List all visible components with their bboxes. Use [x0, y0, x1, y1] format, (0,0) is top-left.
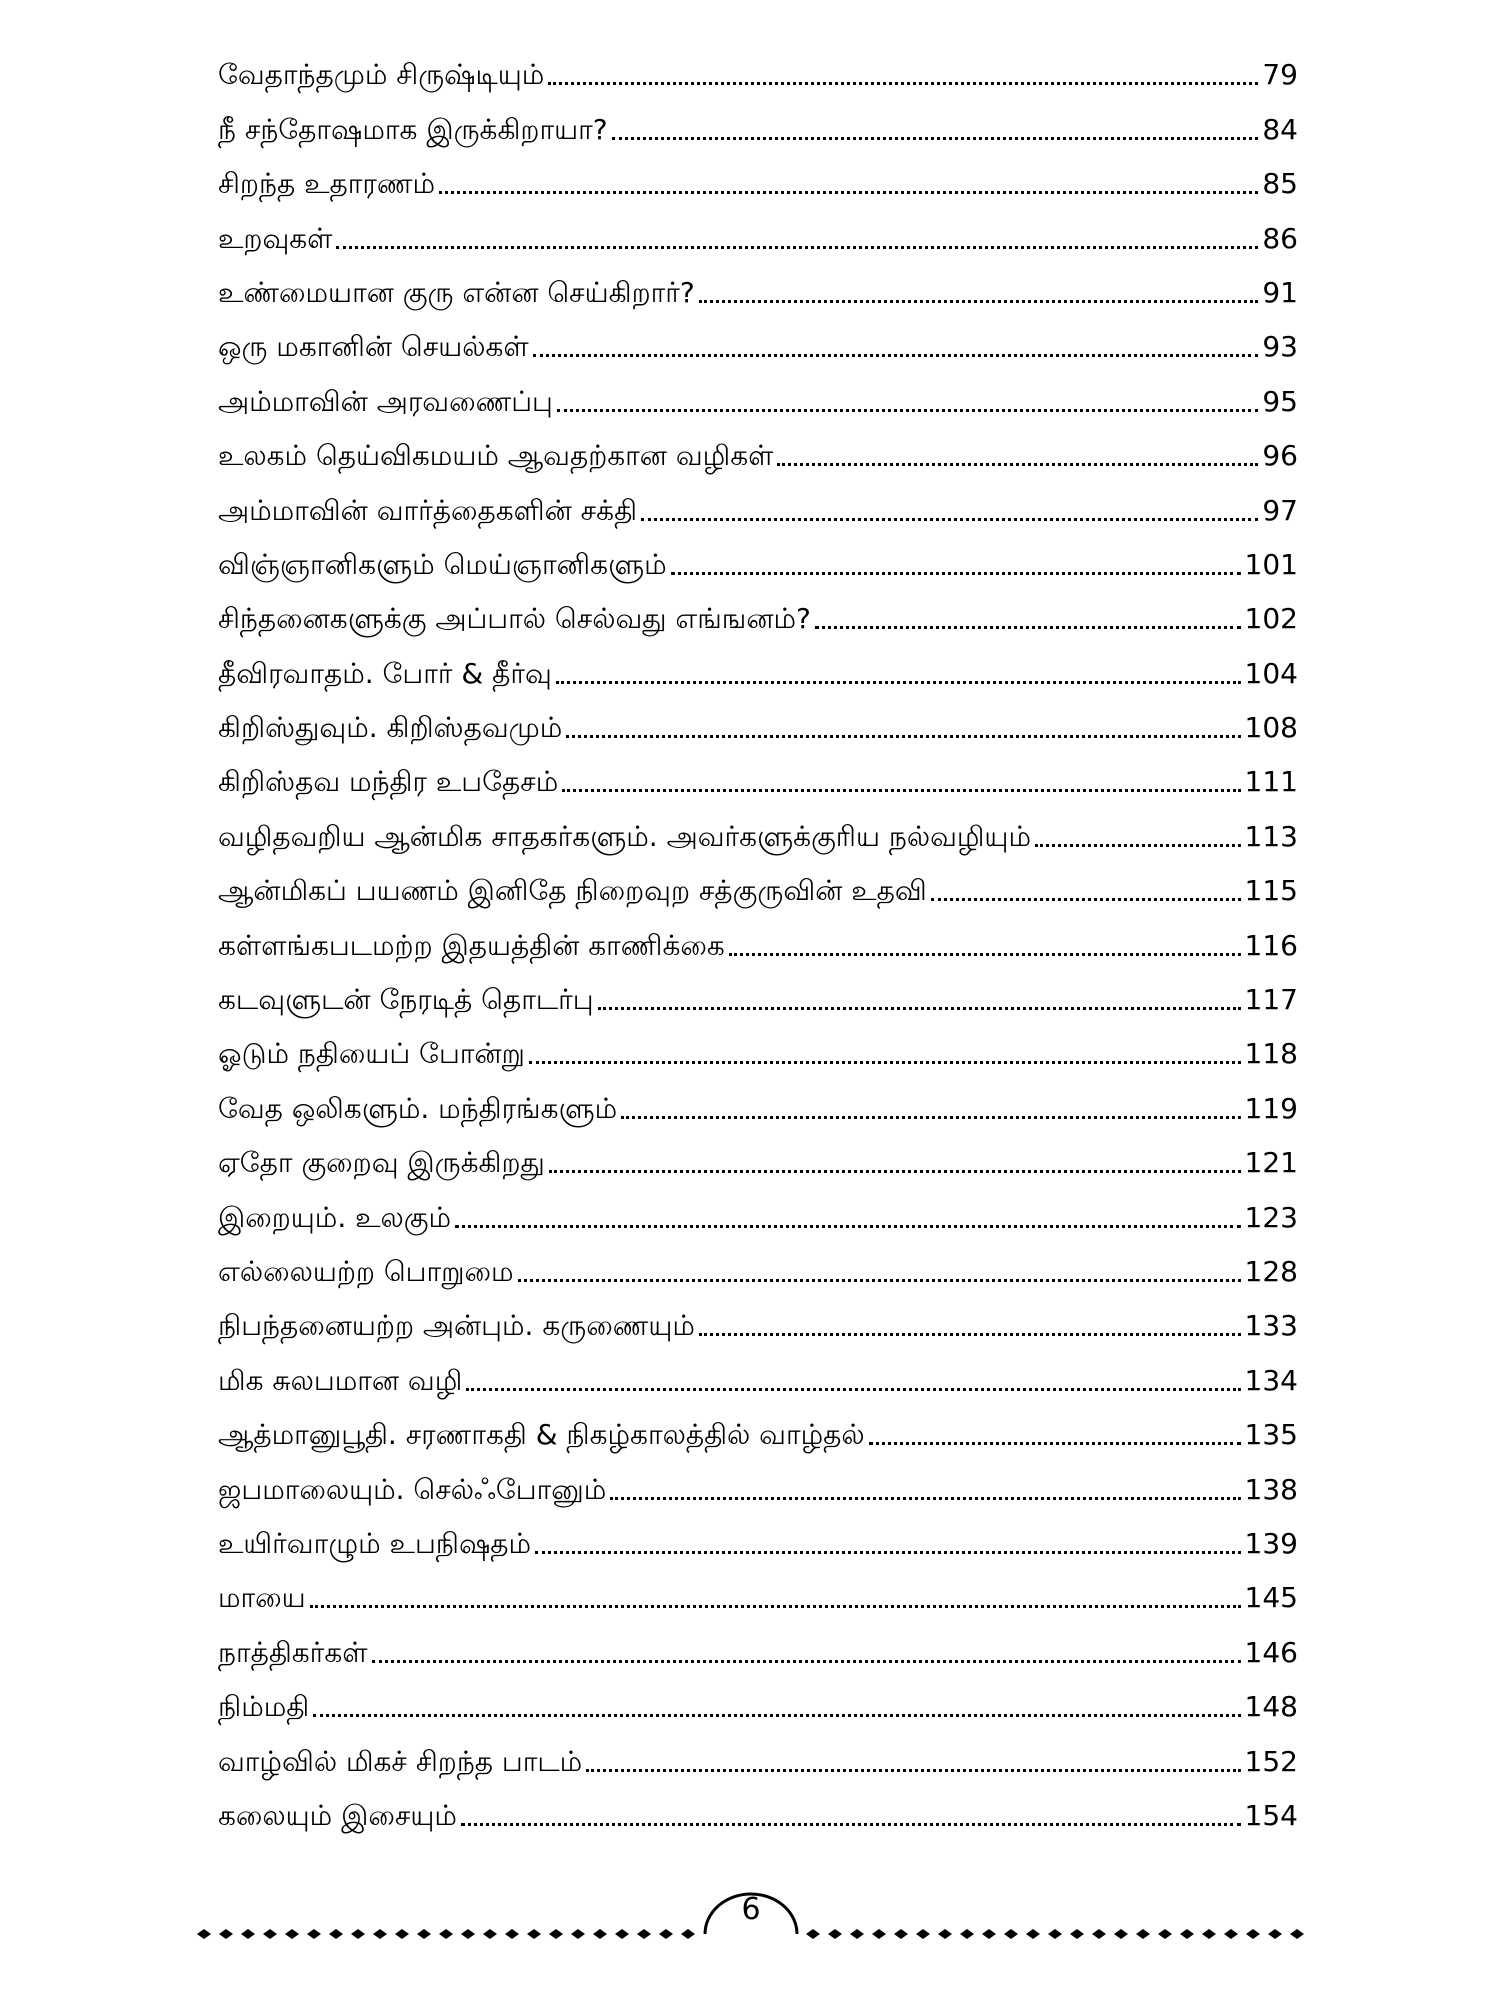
toc-entry-title: உண்மையான குரு என்ன செய்கிறார்?	[218, 275, 695, 309]
toc-entry	[218, 266, 1298, 320]
dot-leader	[562, 789, 1240, 792]
toc-entry	[218, 157, 1298, 211]
toc-entry-title: வேத ஒலிகளும். மந்திரங்களும்	[218, 1091, 618, 1125]
ornament-diamond	[982, 1929, 996, 1939]
toc-entry-title: கடவுளுடன் நேரடித் தொடர்பு	[218, 983, 594, 1017]
ornament-diamond	[916, 1929, 930, 1939]
toc-entry-title: சிறந்த உதாரணம்	[218, 167, 435, 201]
ornament-diamond	[351, 1929, 365, 1939]
toc-entry-page: 104	[1244, 656, 1298, 690]
toc-entry-title: இறையும். உலகும்	[218, 1200, 452, 1234]
ornament-diamond	[417, 1929, 431, 1939]
toc-entry-page: 91	[1262, 275, 1298, 309]
ornament-diamond	[307, 1929, 321, 1939]
dot-leader	[566, 735, 1240, 738]
dot-leader	[612, 137, 1259, 140]
toc-entry-page: 97	[1262, 493, 1298, 527]
ornament-diamond	[505, 1929, 519, 1939]
toc-entry	[218, 864, 1298, 918]
toc-entry-title: வாழ்வில் மிகச் சிறந்த பாடம்	[218, 1744, 583, 1778]
ornament-diamond	[395, 1929, 409, 1939]
ornament-diamond	[1136, 1929, 1150, 1939]
dot-leader	[815, 626, 1241, 629]
ornament-diamond	[828, 1929, 842, 1939]
toc-entry-page: 85	[1262, 167, 1298, 201]
ornament-diamond	[527, 1929, 541, 1939]
toc-entry	[218, 538, 1298, 592]
ornament-diamond	[1202, 1929, 1216, 1939]
toc-entry	[218, 211, 1298, 265]
dot-leader	[529, 1061, 1241, 1064]
toc-entry	[218, 755, 1298, 809]
dot-leader	[533, 354, 1259, 357]
toc-entry-page: 79	[1262, 58, 1298, 92]
toc-entry	[218, 1190, 1298, 1244]
toc-entry-page: 138	[1244, 1472, 1298, 1506]
toc-entry-title: நிபந்தனையற்ற அன்பும். கருணையும்	[218, 1309, 695, 1343]
table-of-contents	[218, 48, 1298, 1843]
toc-entry-title: நாத்திகர்கள்	[218, 1635, 368, 1669]
toc-entry-page: 118	[1244, 1037, 1298, 1071]
ornament-diamond	[1246, 1929, 1260, 1939]
toc-entry-title: தீவிரவாதம். போர் & தீர்வு	[218, 656, 552, 690]
toc-entry-page: 86	[1262, 221, 1298, 255]
ornament-diamond	[637, 1929, 651, 1939]
ornament-diamond	[373, 1929, 387, 1939]
toc-entry-page: 117	[1244, 983, 1298, 1017]
ornament-diamond	[1224, 1929, 1238, 1939]
toc-entry	[218, 1789, 1298, 1843]
toc-entry	[218, 973, 1298, 1027]
dot-leader	[610, 1497, 1240, 1500]
dot-leader	[671, 572, 1241, 575]
toc-entry	[218, 918, 1298, 972]
toc-entry	[218, 1462, 1298, 1516]
toc-entry	[218, 429, 1298, 483]
toc-entry-title: எல்லையற்ற பொறுமை	[218, 1254, 514, 1288]
ornament-diamond	[806, 1929, 820, 1939]
ornament-diamond	[872, 1929, 886, 1939]
dot-leader	[549, 1170, 1241, 1173]
toc-entry-page: 108	[1244, 711, 1298, 745]
toc-entry	[218, 1245, 1298, 1299]
dot-leader	[931, 898, 1241, 901]
toc-entry	[218, 1734, 1298, 1788]
toc-entry-title: கலையும் இசையும்	[218, 1798, 457, 1832]
toc-entry-page: 113	[1244, 819, 1298, 853]
dot-leader	[699, 300, 1259, 303]
toc-entry	[218, 483, 1298, 537]
toc-entry-page: 135	[1244, 1418, 1298, 1452]
dot-leader	[372, 1660, 1241, 1663]
dot-leader	[548, 82, 1258, 85]
ornament-diamond	[263, 1929, 277, 1939]
ornament-diamond	[219, 1929, 233, 1939]
dot-leader	[621, 1116, 1240, 1119]
toc-entry	[218, 1136, 1298, 1190]
ornament-diamond	[483, 1929, 497, 1939]
toc-entry-title: சிந்தனைகளுக்கு அப்பால் செல்வது எங்ஙனம்?	[218, 602, 811, 636]
ornament-diamond	[593, 1929, 607, 1939]
toc-entry-page: 101	[1244, 547, 1298, 581]
dot-leader	[518, 1279, 1241, 1282]
toc-entry-page: 148	[1244, 1690, 1298, 1724]
toc-entry-page: 146	[1244, 1635, 1298, 1669]
ornament-diamond	[960, 1929, 974, 1939]
toc-entry-page: 152	[1244, 1744, 1298, 1778]
ornament-diamond	[1026, 1929, 1040, 1939]
ornament-diamond	[938, 1929, 952, 1939]
toc-entry	[218, 48, 1298, 102]
ornament-diamond	[549, 1929, 563, 1939]
toc-entry	[218, 701, 1298, 755]
ornament-diamond	[571, 1929, 585, 1939]
toc-entry-title: மாயை	[218, 1581, 306, 1615]
ornament-diamond	[285, 1929, 299, 1939]
toc-entry	[218, 1027, 1298, 1081]
ornament-diamond	[329, 1929, 343, 1939]
toc-entry-title: வேதாந்தமும் சிருஷ்டியும்	[218, 58, 545, 92]
dot-leader	[729, 953, 1241, 956]
toc-entry-title: ஏதோ குறைவு இருக்கிறது	[218, 1146, 545, 1180]
ornament-diamond	[197, 1929, 211, 1939]
ornament-diamond	[1048, 1929, 1062, 1939]
toc-entry-page: 145	[1244, 1581, 1298, 1615]
toc-entry-page: 139	[1244, 1526, 1298, 1560]
dot-leader	[439, 191, 1258, 194]
toc-entry-title: கிறிஸ்தவ மந்திர உபதேசம்	[218, 765, 559, 799]
toc-entry-title: ஆன்மிகப் பயணம் இனிதே நிறைவுற சத்குருவின் உதவி	[218, 874, 927, 908]
toc-entry-page: 121	[1244, 1146, 1298, 1180]
toc-entry	[218, 1299, 1298, 1353]
toc-entry-page: 133	[1244, 1309, 1298, 1343]
toc-entry-title: கிறிஸ்துவும். கிறிஸ்தவமும்	[218, 711, 563, 745]
dot-leader	[586, 1769, 1240, 1772]
toc-entry-title: நீ சந்தோஷமாக இருக்கிறாயா?	[218, 112, 608, 146]
toc-entry-page: 119	[1244, 1091, 1298, 1125]
dot-leader	[461, 1823, 1241, 1826]
toc-entry-title: ஓடும் நதியைப் போன்று	[218, 1037, 525, 1071]
toc-entry-title: விஞ்ஞானிகளும் மெய்ஞானிகளும்	[218, 547, 667, 581]
toc-entry	[218, 1680, 1298, 1734]
dot-leader	[869, 1442, 1241, 1445]
toc-entry-page: 123	[1244, 1200, 1298, 1234]
toc-entry	[218, 646, 1298, 700]
toc-entry	[218, 1081, 1298, 1135]
ornament-diamond	[681, 1929, 695, 1939]
toc-entry-title: மிக சுலபமான வழி	[218, 1363, 463, 1397]
dot-leader	[466, 1388, 1240, 1391]
toc-entry	[218, 1408, 1298, 1462]
toc-entry	[218, 592, 1298, 646]
dot-leader	[641, 518, 1258, 521]
ornament-diamond	[1180, 1929, 1194, 1939]
toc-entry-title: உயிர்வாழும் உபநிஷதம்	[218, 1526, 532, 1560]
dot-leader	[699, 1333, 1241, 1336]
toc-entry-page: 102	[1244, 602, 1298, 636]
dot-leader	[598, 1007, 1241, 1010]
ornament-diamond	[439, 1929, 453, 1939]
toc-entry-title: அம்மாவின் அரவணைப்பு	[218, 384, 553, 418]
toc-entry-page: 84	[1262, 112, 1298, 146]
toc-entry-page: 116	[1244, 928, 1298, 962]
toc-entry-page: 111	[1244, 765, 1298, 799]
dot-leader	[336, 246, 1258, 249]
ornament-diamond	[1092, 1929, 1106, 1939]
ornament-diamond	[1158, 1929, 1172, 1939]
toc-entry-title: ஆத்மானுபூதி. சரணாகதி & நிகழ்காலத்தில் வாழ்தல்	[218, 1418, 865, 1452]
toc-entry-title: ஜபமாலையும். செல்ஃபோனும்	[218, 1472, 607, 1506]
dot-leader	[777, 463, 1258, 466]
dot-leader	[535, 1551, 1240, 1554]
toc-entry-page: 96	[1262, 439, 1298, 473]
ornament-diamond	[659, 1929, 673, 1939]
dot-leader	[1035, 844, 1241, 847]
toc-entry-page: 93	[1262, 330, 1298, 364]
ornament-diamond	[894, 1929, 908, 1939]
ornament-diamond	[241, 1929, 255, 1939]
toc-entry-title: உலகம் தெய்விகமயம் ஆவதற்கான வழிகள்	[218, 439, 774, 473]
toc-entry-title: கள்ளங்கபடமற்ற இதயத்தின் காணிக்கை	[218, 928, 725, 962]
toc-entry	[218, 320, 1298, 374]
toc-entry	[218, 809, 1298, 863]
toc-entry-title: ஒரு மகானின் செயல்கள்	[218, 330, 529, 364]
toc-entry-title: நிம்மதி	[218, 1690, 310, 1724]
ornament-diamond	[615, 1929, 629, 1939]
ornament-diamond	[1004, 1929, 1018, 1939]
ornament-diamond	[1114, 1929, 1128, 1939]
toc-entry	[218, 374, 1298, 428]
ornament-diamond	[1290, 1929, 1304, 1939]
ornament-diamond	[1070, 1929, 1084, 1939]
page-footer	[196, 1888, 1306, 1948]
toc-entry	[218, 102, 1298, 156]
toc-entry-page: 134	[1244, 1363, 1298, 1397]
ornament-diamond	[1268, 1929, 1282, 1939]
dot-leader	[313, 1714, 1240, 1717]
toc-entry-page: 128	[1244, 1254, 1298, 1288]
ornament-diamond	[461, 1929, 475, 1939]
toc-entry	[218, 1517, 1298, 1571]
toc-entry	[218, 1571, 1298, 1625]
ornament-diamond	[850, 1929, 864, 1939]
toc-entry-title: வழிதவறிய ஆன்மிக சாதகர்களும். அவர்களுக்குரிய நல்வழியும்	[218, 819, 1031, 853]
toc-entry-title: அம்மாவின் வார்த்தைகளின் சக்தி	[218, 493, 638, 527]
page-number: 6	[741, 1892, 761, 1927]
dot-leader	[557, 409, 1258, 412]
dot-leader	[556, 681, 1241, 684]
toc-entry-page: 95	[1262, 384, 1298, 418]
dot-leader	[455, 1225, 1241, 1228]
toc-entry-page: 154	[1244, 1798, 1298, 1832]
toc-entry	[218, 1625, 1298, 1679]
toc-entry-title: உறவுகள்	[218, 221, 333, 255]
toc-entry-page: 115	[1244, 874, 1298, 908]
dot-leader	[310, 1605, 1241, 1608]
toc-entry	[218, 1353, 1298, 1407]
